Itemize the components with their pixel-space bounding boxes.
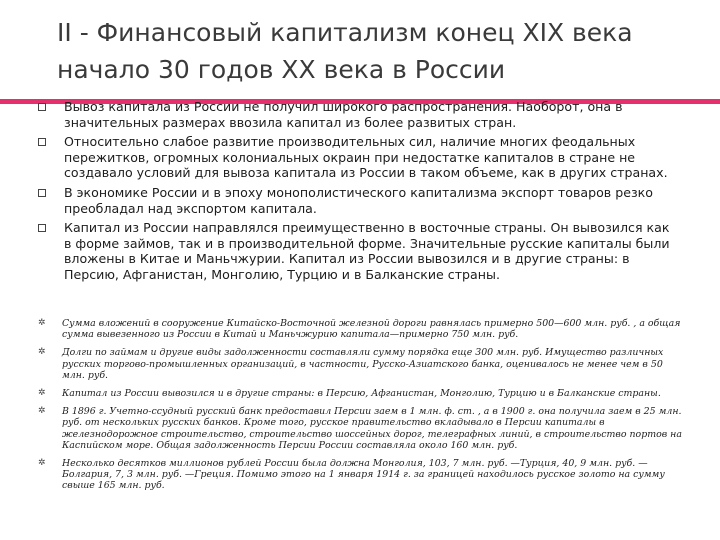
star-bullet-icon: ✲ <box>38 347 46 358</box>
bullet-text: Относительно слабое развитие производительных сил, наличие многих феодальных пережитков, огромных колониальных окраин при недостатке капиталов в стране не создавало условий для вывоза капитала из России в таком объеме, как в других странах. <box>64 134 668 181</box>
note-text: Несколько десятков миллионов рублей России была должна Монголия, 103, 7 млн. руб. —Турция, 40, 9 млн. руб. — Болгария, 7, 3 млн. руб. —Греция. Помимо этого на 1 января 1914 г. за границей находилось русское золото на сумму свыше 165 млн. руб. <box>62 458 665 492</box>
note-text: В 1896 г. Учетно-ссудный русский банк предоставил Персии заем в 1 млн. ф. ст. , а в 1900 г. она получила заем в 25 млн. руб. от нескольких русских банков. Кроме того, русское правительство вкладывало в Персии капиталы в железнодорожное строительство, строительство шоссейных дорог, телеграфных линий, в строительство портов на Каспийском море. Общая задолженность Персии России составляла около 160 млн. руб. <box>62 406 682 451</box>
star-bullet-icon: ✲ <box>38 406 46 417</box>
note-text: Капитал из России вывозился и в другие страны: в Персию, Афганистан, Монголию, Турцию и в Балканские страны. <box>62 388 661 400</box>
note-item <box>0 406 720 451</box>
main-bullet-list <box>0 99 720 287</box>
square-bullet-icon <box>38 224 46 232</box>
bullet-text: В экономике России и в эпоху монополистического капитализма экспорт товаров резко преобладал над экспортом капитала. <box>64 184 653 216</box>
note-item <box>0 347 720 381</box>
bullet-item <box>0 185 720 216</box>
note-text: Долги по займам и другие виды задолженности составляли сумму порядка еще 300 млн. руб. Имущество различных русских торгово-промышленных организаций, в частности, Русско-Азиатского банка, оценивалось не менее чем в 50 млн. руб. <box>62 347 664 381</box>
note-text: Сумма вложений в сооружение Китайско-Восточной железной дороги равнялась примерно 500—600 млн. руб. , а общая сумма вывезенного из России в Китай и Маньчжурию капитала—примерно 750 млн. руб. <box>62 318 681 341</box>
note-item <box>0 318 720 340</box>
bullet-text: Капитал из России направлялся преимущественно в восточные страны. Он вывозился как в форме займов, так и в производительной форме. Значительные русские капиталы были вложены в Китае и Маньчжурии. Капитал из России вывозился и в другие страны: в Персию, Афганистан, Монголию, Турцию и в Балканские страны. <box>64 220 670 282</box>
bullet-item <box>0 220 720 282</box>
star-bullet-icon: ✲ <box>38 318 46 328</box>
star-bullet-icon: ✲ <box>38 458 46 469</box>
bullet-text: Вывоз капитала из России не получил широкого распространения. Наоборот, она в значительных размерах ввозила капитал из более развитых стран. <box>64 99 623 130</box>
star-bullet-icon: ✲ <box>38 388 46 399</box>
slide-title: II - Финансовый капитализм конец XIX века начало 30 годов XX века в России <box>57 18 633 84</box>
note-item <box>0 388 720 399</box>
square-bullet-icon <box>38 103 46 111</box>
square-bullet-icon <box>38 189 46 197</box>
bullet-item <box>0 134 720 181</box>
bullet-item <box>0 99 720 130</box>
note-item <box>0 458 720 492</box>
notes-list <box>0 318 720 499</box>
square-bullet-icon <box>38 138 46 146</box>
